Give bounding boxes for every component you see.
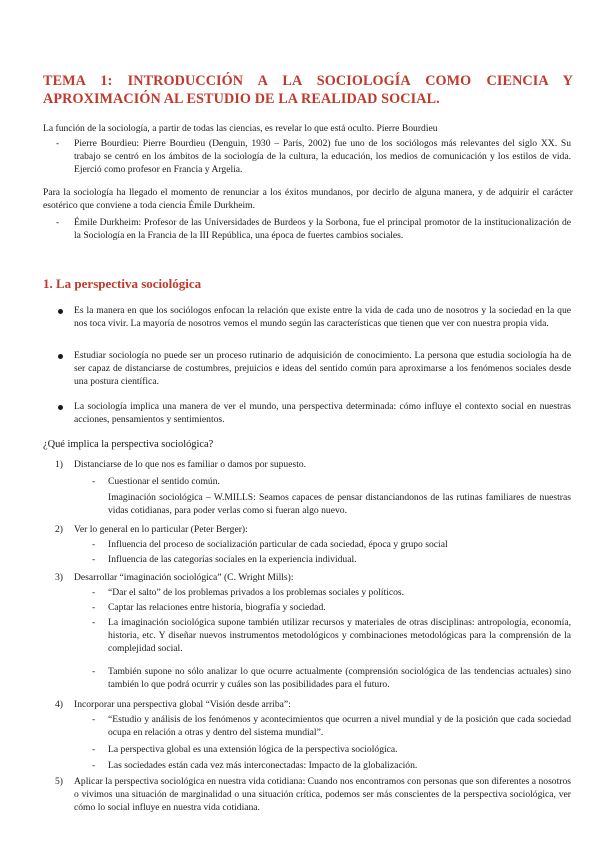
dash-marker: - [56,217,60,228]
bullet-item: Es la manera en que los sociólogos enfocan la relación que existe entre la vida de cada uno de nosotros y la sociedad en la que nos toca vivir. La mayoría de nosotros vemos el mundo según las características que tienen que ver con nuestra propia vida. [74,305,571,329]
sub-item: Imaginación sociológica – W.MILLS: Seamos capaces de pensar distanciandonos de las rutinas familiares de nuestras vidas cotidianas, para poder verlas como si fueran algo nuevo. [108,492,571,516]
item-number: 3) [55,572,63,583]
item-number: 5) [55,776,63,787]
numbered-item: Incorporar una perspectiva global “Visión desde arriba”: [74,699,291,710]
dash-marker: - [92,476,96,487]
item-number: 4) [55,699,63,710]
sub-item: Las sociedades están cada vez más interconectadas: Impacto de la globalización. [108,760,418,771]
item-number: 1) [55,459,63,470]
bullet-icon [58,309,63,314]
durkheim-bio: Émile Durkheim: Profesor de las Universidades de Burdeos y la Sorbona, fue el principal promotor de la institucionalización de la Sociología en la Francia de la III República, una época de fuertes cambios sociales. [74,217,571,241]
sub-item: Cuestionar el sentido común. [108,476,220,487]
bourdieu-bio: Pierre Bourdieu: Pierre Bourdieu (Denguin, 1930 – París, 2002) fue uno de los sociólogos más relevantes del siglo XX. Su trabajo se centró en los ámbitos de la sociología de la cultura, la educación, los medios de comunicación y los estilos de vida. Ejerció como profesor en Francia y Argelia. [74,138,571,175]
dash-marker: - [92,554,96,565]
sub-item: La imaginación sociológica supone también utilizar recursos y materiales de otras disciplinas: antropología, economía, historia, etc. Y diseñar nuevos instrumentos metodológicos y combinaciones metodológicas para la comprensión de la complejidad social. [108,617,571,654]
sub-item: También supone no sólo analizar lo que ocurre actualmente (comprensión sociológica de las tendencias actuales) sino también lo que podrá ocurrir y cuáles son las posibilidades para el futuro. [108,666,571,690]
item-number: 2) [55,524,63,535]
bullet-icon [58,354,63,359]
dash-marker: - [92,539,96,550]
dash-marker: - [56,138,60,149]
sub-item: Captar las relaciones entre historia, biografía y sociedad. [108,602,326,613]
durkheim-quote: Para la sociología ha llegado el momento de renunciar a los éxitos mundanos, por decirlo de alguna manera, y de adquirir el carácter esotérico que conviene a toda ciencia Émile Durkheim. [43,187,573,211]
dash-marker: - [92,602,96,613]
bullet-item: La sociología implica una manera de ver el mundo, una perspectiva determinada: cómo influye el contexto social en nuestras acciones, pensamientos y sentimientos. [74,401,571,425]
bullet-item: Estudiar sociología no puede ser un proceso rutinario de adquisición de conocimiento. La persona que estudia sociología ha de ser capaz de distanciarse de costumbres, prejuicios e ideas del sentido común para aproximarse a los fenómenos sociales desde una postura científica. [74,350,571,387]
dash-marker: - [92,760,96,771]
bourdieu-quote: La función de la sociología, a partir de todas las ciencias, es revelar lo que está oculto. Pierre Bourdieu [43,123,438,134]
bullet-icon [58,405,63,410]
dash-marker: - [92,714,96,725]
section-heading: 1. La perspectiva sociológica [43,276,202,291]
numbered-item: Ver lo general en lo particular (Peter Berger): [74,524,248,535]
page-title: TEMA 1: INTRODUCCIÓN A LA SOCIOLOGÍA COMO CIENCIA Y APROXIMACIÓN AL ESTUDIO DE LA REALIDAD SOCIAL. [43,73,573,107]
numbered-item: Distanciarse de lo que nos es familiar o damos por supuesto. [74,459,307,470]
question-heading: ¿Qué implica la perspectiva sociológica? [43,439,214,450]
dash-marker: - [92,744,96,755]
sub-item: Influencia de las categorías sociales en la experiencia individual. [108,554,357,565]
sub-item: “Dar el salto” de los problemas privados a los problemas sociales y políticos. [108,587,405,598]
numbered-item: Desarrollar “imaginación sociológica” (C. Wright Mills): [74,572,294,583]
dash-marker: - [92,617,96,628]
numbered-item: Aplicar la perspectiva sociológica en nuestra vida cotidiana: Cuando nos encontramos con personas que son diferentes a nosotros o vivimos una situación de marginalidad o una situación crítica, podemos ser más conscientes de la perspectiva sociológica, ver cómo lo social influye en nuestra vida cotidiana. [74,776,571,813]
dash-marker: - [92,587,96,598]
sub-item: “Estudio y análisis de los fenómenos y acontecimientos que ocurren a nivel mundial y de la posición que cada sociedad ocupa en relación a otras y dentro del sistema mundial”. [108,714,571,738]
sub-item: Influencia del proceso de socialización particular de cada sociedad, época y grupo social [108,539,448,550]
sub-item: La perspectiva global es una extensión lógica de la perspectiva sociológica. [108,744,398,755]
dash-marker: - [92,666,96,677]
